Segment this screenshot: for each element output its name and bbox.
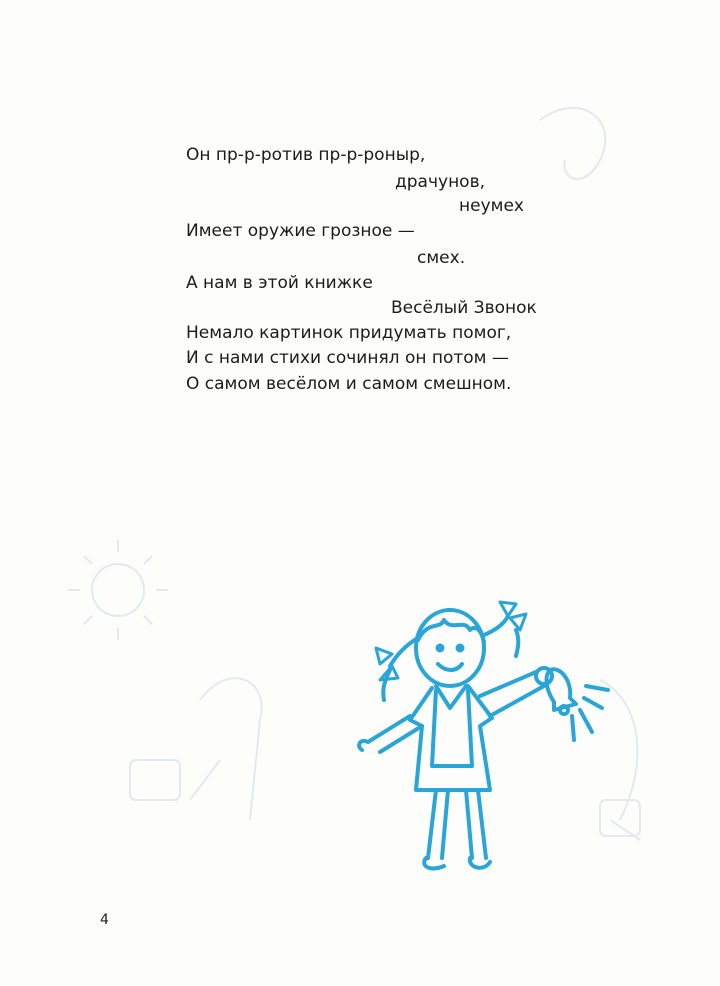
poem-line: смех. — [417, 248, 466, 268]
girl-with-bell-icon — [340, 590, 630, 900]
poem — [0, 0, 720, 420]
poem-line: Немало картинок придумать помог, — [186, 323, 512, 343]
poem-line: Весёлый Звонок — [391, 298, 537, 318]
poem-line: А нам в этой книжке — [186, 273, 373, 293]
poem-line: О самом весёлом и самом смешном. — [186, 374, 512, 394]
poem-line: Он пр-р-ротив пр-р-роныр, — [186, 145, 426, 165]
poem-line: Имеет оружие грозное — — [186, 221, 415, 241]
poem-line: И с нами стихи сочинял он потом — — [186, 348, 509, 368]
poem-line: драчунов, — [395, 172, 486, 192]
poem-line: неумех — [459, 196, 524, 216]
page-number: 4 — [100, 912, 109, 928]
